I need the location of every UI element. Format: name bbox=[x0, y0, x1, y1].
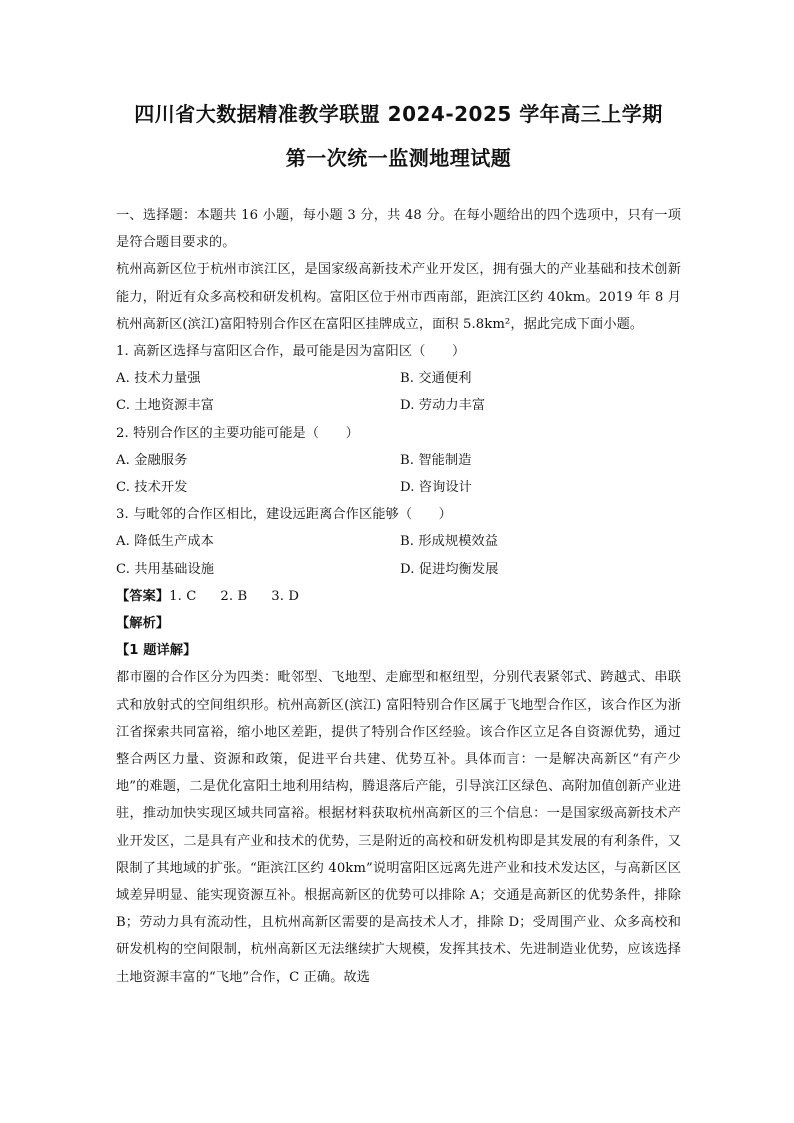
analysis-label: 【解析】 bbox=[116, 616, 170, 632]
document-title-line1: 四川省大数据精准教学联盟 2024-2025 学年高三上学期 bbox=[134, 102, 663, 126]
analysis-q1-label: 【1 题详解】 bbox=[116, 643, 197, 659]
question-stem: 1. 高新区选择与富阳区合作，最可能是因为富阳区（ ） bbox=[116, 344, 466, 360]
option-c: C. 共用基础设施 bbox=[116, 561, 215, 577]
answer-item: 1. C bbox=[169, 588, 197, 604]
option-d: D. 劳动力丰富 bbox=[400, 398, 486, 414]
answer-item: 3. D bbox=[271, 588, 300, 604]
option-d: D. 咨询设计 bbox=[400, 480, 472, 496]
option-b: B. 交通便利 bbox=[400, 371, 472, 387]
document-title-line2: 第一次统一监测地理试题 bbox=[285, 146, 512, 170]
option-b: B. 智能制造 bbox=[400, 452, 472, 468]
question-stem: 2. 特别合作区的主要功能可能是（ ） bbox=[116, 425, 359, 441]
material-paragraph: 杭州高新区位于杭州市滨江区，是国家级高新技术产业开发区，拥有强大的产业基础和技术创新能力，附近有众多高校和研发机构。富阳区位于州市西南部，距滨江区约 40km。2019 年 8 月杭州高新区(滨江)富阳特别合作区在富阳区挂牌成立，面积 5.8km²，据此完成下面小题。 bbox=[116, 262, 681, 332]
option-list bbox=[116, 447, 681, 501]
analysis-q1-text: 都市圈的合作区分为四类：毗邻型、飞地型、走廊型和枢纽型，分别代表紧邻式、跨越式、串联式和放射式的空间组织形。杭州高新区(滨江) 富阳特别合作区属于飞地型合作区，该合作区为浙江省探索共同富裕，缩小地区差距，提供了特别合作区经验。该合作区立足各自资源优势，通过整合两区力量、资源和政策，促进平台共建、优势互补。具体而言：一是解决高新区“有产少地”的难题，二是优化富阳土地利用结构，腾退落后产能，引导滨江区绿色、高附加值创新产业进驻，推动加快实现区域共同富裕。根据材料获取杭州高新区的三个信息：一是国家级高新技术产业开发区，二是具有产业和技术的优势，三是附近的高校和研发机构即是其发展的有利条件，又限制了其地域的扩张。“距滨江区约 40km”说明富阳区远离先进产业和技术发达区，与高新区区域差异明显、能实现资源互补。根据高新区的优势可以排除 A；交通是高新区的优势条件，排除 B；劳动力具有流动性，且杭州高新区需要的是高技术人才，排除 D；受周围产业、众多高校和研发机构的空间限制，杭州高新区无法继续扩大规模，发挥其技术、先进制造业优势，应该选择土地资源丰富的“飞地”合作，C 正确。故选 bbox=[116, 670, 681, 985]
question-stem: 3. 与毗邻的合作区相比，建设远距离合作区能够（ ） bbox=[116, 507, 452, 523]
answer-label: 【答案】 bbox=[116, 588, 170, 604]
question-1 bbox=[116, 338, 681, 420]
option-b: B. 形成规模效益 bbox=[400, 534, 499, 550]
option-list bbox=[116, 528, 681, 582]
option-a: A. 降低生产成本 bbox=[116, 534, 214, 550]
answer-item: 2. B bbox=[220, 588, 248, 604]
option-c: C. 土地资源丰富 bbox=[116, 398, 215, 414]
option-c: C. 技术开发 bbox=[116, 480, 188, 496]
question-3 bbox=[116, 501, 681, 583]
option-a: A. 金融服务 bbox=[116, 452, 188, 468]
document-body bbox=[116, 202, 681, 991]
option-a: A. 技术力量强 bbox=[116, 371, 201, 387]
section-heading: 一、选择题：本题共 16 小题，每小题 3 分，共 48 分。在每小题给出的四个选项中，只有一项是符合题目要求的。 bbox=[116, 208, 681, 251]
option-list bbox=[116, 365, 681, 419]
document-page bbox=[116, 88, 681, 991]
question-2 bbox=[116, 420, 681, 502]
answer-line bbox=[116, 583, 681, 610]
option-d: D. 促进均衡发展 bbox=[400, 561, 499, 577]
